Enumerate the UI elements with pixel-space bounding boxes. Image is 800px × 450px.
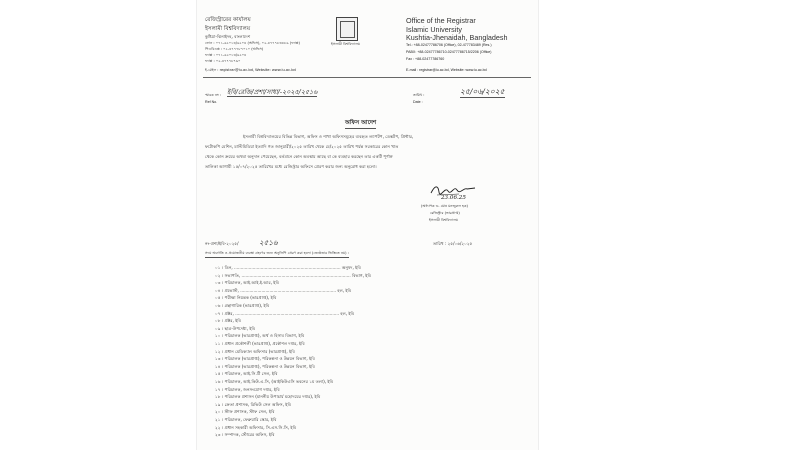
contact-bn-2: পিএবিএক্স : ০২-৪৭৭৭৮৭০১০ (অফিস)	[205, 47, 264, 51]
ref-label-en: Ref No.	[205, 100, 218, 104]
ref-label: স্মারক নং :	[205, 93, 221, 97]
copy-recipient-item: ২৩ । সম্পাদক, স্টোরের অফিস, ইবি	[215, 432, 275, 438]
location-en: Kushtia-Jhenaidah, Bangladesh	[406, 33, 508, 42]
contact-bn-1: ফোন : ০৭১-৬২০১৩/৬২০৪ (অফিস), ০২-৪৭৭৭৮৩৪৮৯ (ফ্যাক্স)	[205, 41, 300, 45]
copy-recipient-item: ১১ । প্রধান প্রকৌশলী (ভারপ্রাপ্ত), প্রকৌশল দপ্তর, ইবি	[215, 341, 305, 346]
signature-date: 23.06.25	[441, 195, 466, 201]
copy-recipient-item: ০১ । ডিন, ................................................................................ অনুষদ, ইবি	[215, 265, 361, 270]
university-logo	[336, 17, 358, 41]
contact-bn-4: ফ্যাক্স : ০২-৪৭৭৭৮৭৬০	[205, 59, 241, 63]
copy-heading: সদয় অবগতি ও প্রয়োজনীয় ব্যবস্থা গ্রহণের জন্য অনুলিপি প্রেরণ করা হলো (জ্যেষ্ঠতার ভিত্তিতে নয়) :	[205, 252, 349, 258]
email-website-en: E-mail : registrar@iu.ac.bd, Website: www.iu.ac.bd	[406, 68, 487, 72]
copy-recipient-item: ১৯ । ক্রেতা প্রশাসক, রিভিউ সেল অফিস, ইবি	[215, 401, 292, 407]
copy-recipient-item: ১৩ । পরিচালক (ভারপ্রাপ্ত), পরিকল্পনা ও উন্নয়ন বিভাগ, ইবি	[215, 356, 315, 362]
notice-line-4: তালিকা আগামী ১৫/০৭/২০২৫ তারিখের মধ্যে রেজিস্ট্রার অফিসে প্রেরণ করার জন্য অনুরোধ করা হলো।	[205, 164, 377, 169]
copy-recipient-item: ২০ । স্টাফ প্রশাসক, স্টাফ সেল, ইবি	[215, 409, 275, 415]
signatory-role: রেজিস্ট্রার (ভারপ্রাপ্ত)	[430, 211, 460, 215]
copy-recipient-item: ১৮ । পরিচালক প্রশাসন (মাননীয় উপাচার্য মহোদয়ের দপ্তর), ইবি	[215, 394, 321, 400]
notice-line-1: ইসলামী বিশ্ববিদ্যালয়ের বিভিন্ন বিভাগ, অফিস ও শাখা অফিসসমূহের ব্যবহৃত ল্যাপটপ, ডেস্কটপ, প্রিন্টার,	[243, 134, 414, 139]
university-name-bn: ইসলামী বিশ্ববিদ্যালয়	[205, 26, 251, 32]
contact-en-2: PABX: +88-02477786710-02477786715/2206 (Office)	[406, 50, 492, 54]
notice-line-3: থেকে কোন ক্রয়ের অথবা অনুদান পেয়েছেন, বর্তমানে কোন অবস্থায় আছে বা কে ব্যবহার করছেন তার একটি পূর্ণাঙ্গ	[205, 154, 393, 159]
logo-caption: ইসলামী বিশ্ববিদ্যালয়	[331, 42, 361, 46]
notice-line-2: ফটোকপি মেশিন, মাল্টিমিডিয়া ইত্যাদি গত জানুয়ারী/২০২৫ তারিখ থেকে মে/২০২৫ তারিখ পর্যন্ত সরকারের কোন খাত	[205, 144, 399, 149]
copy-recipient-item: ১৬ । পরিচালক, আই.কিউ.এ.সি, (আইকিউএসি ভবনের ১ম তলা), ইবি	[215, 379, 334, 384]
copy-recipient-item: ০৪ । প্রভোস্ট, ........................................................................ হল, ইবি	[215, 287, 352, 293]
copy-recipient-item: ২২ । প্রধান সহকারী অফিসার, সি.এস.সি.সি, ইবি	[215, 424, 297, 430]
copy-recipient-item: ০২ । সভাপতি, .................................................................................. বিভাগ, ইবি	[215, 272, 372, 278]
copy-recipient-item: ১০ । পরিচালক (ভারপ্রাপ্ত), অর্থ ও হিসাব বিভাগ, ইবি	[215, 333, 305, 339]
location-bn: কুষ্টিয়া-ঝিনাইদহ, বাংলাদেশ	[205, 34, 251, 39]
header-divider	[203, 77, 531, 78]
copy-recipient-item: ০৫ । পরীক্ষা নিয়ন্ত্রক (ভারপ্রাপ্ত), ইবি	[215, 295, 277, 301]
email-website-bn: ই-মেইল : registrar@iu.ac.bd, Website: www.iu.ac.bd	[205, 68, 296, 72]
copy-recipient-item: ০৯ । ছাত্র-উপদেষ্টা, ইবি	[215, 325, 256, 331]
copy-recipient-item: ০৬ । গ্রন্থাগারিক (ভারপ্রাপ্ত), ইবি	[215, 303, 270, 308]
copy-ref-label: নং-প্রশা/ইবি-২০২৫/	[205, 241, 239, 246]
copy-recipient-item: ১২ । প্রধান মেডিক্যাল অফিসার (ভারপ্রাপ্ত), ইবি	[215, 348, 295, 354]
copy-date: তারিখ : ২৫/০৬/২০২৫	[433, 241, 473, 246]
copy-ref-number: ২৫১৬	[259, 238, 278, 247]
contact-en-3: Fax : +88-02477786760	[406, 57, 445, 61]
office-name-en: Office of the Registrar	[406, 16, 476, 25]
copy-recipient-item: ০৩ । পরিচালক, আই.আই.ই.আর, ইবি	[215, 280, 279, 286]
memo-date: ২৫/০৬/২০২৫	[460, 87, 505, 96]
contact-bn-3: ফ্যাক্স : ০৭১-৬২০১৩/৬২০৪	[205, 53, 247, 57]
copy-recipient-item: ২১ । পরিচালক, ফেব্রুয়ারি স্কোর, ইবি	[215, 417, 277, 422]
copy-recipient-item: ০৭ । প্রক্টর, .............................................................................. হল, ইবি	[215, 310, 355, 316]
copy-recipient-item: ০৮ । প্রক্টর, ইবি	[215, 318, 241, 324]
university-name-en: Islamic University	[406, 25, 462, 34]
copy-recipient-item: ১৪ । পরিচালক (ভারপ্রাপ্ত), পরিকল্পনা ও উন্নয়ন বিভাগ, ইবি	[215, 363, 315, 369]
contact-en-1: Tel.: +88-02477786706 (Office), 02-477783489 (Res.)	[406, 43, 492, 47]
date-label-en: Date :	[413, 100, 423, 104]
ref-number: ইবি/রেজি/প্রশা/সাধা/-২০২৫/২৫১৬	[227, 88, 318, 96]
copy-recipient-item: ১৫ । পরিচালক, আই.সি.টি সেল, ইবি	[215, 371, 278, 377]
notice-title: অফিস আদেশ	[345, 121, 376, 129]
office-name-bn: রেজিস্ট্রারের কার্যালয়	[205, 17, 251, 23]
date-label: তারিখ :	[413, 93, 425, 97]
document-page	[197, 0, 538, 450]
signatory-org: ইসলামী বিশ্ববিদ্যালয়	[429, 218, 459, 222]
copy-recipient-item: ১৭ । পরিচালক, জনসংযোগ দপ্তর, ইবি	[215, 386, 280, 392]
signatory-name: (অধ্যাপক ড. মোঃ মনজুরুল হক)	[421, 204, 468, 208]
